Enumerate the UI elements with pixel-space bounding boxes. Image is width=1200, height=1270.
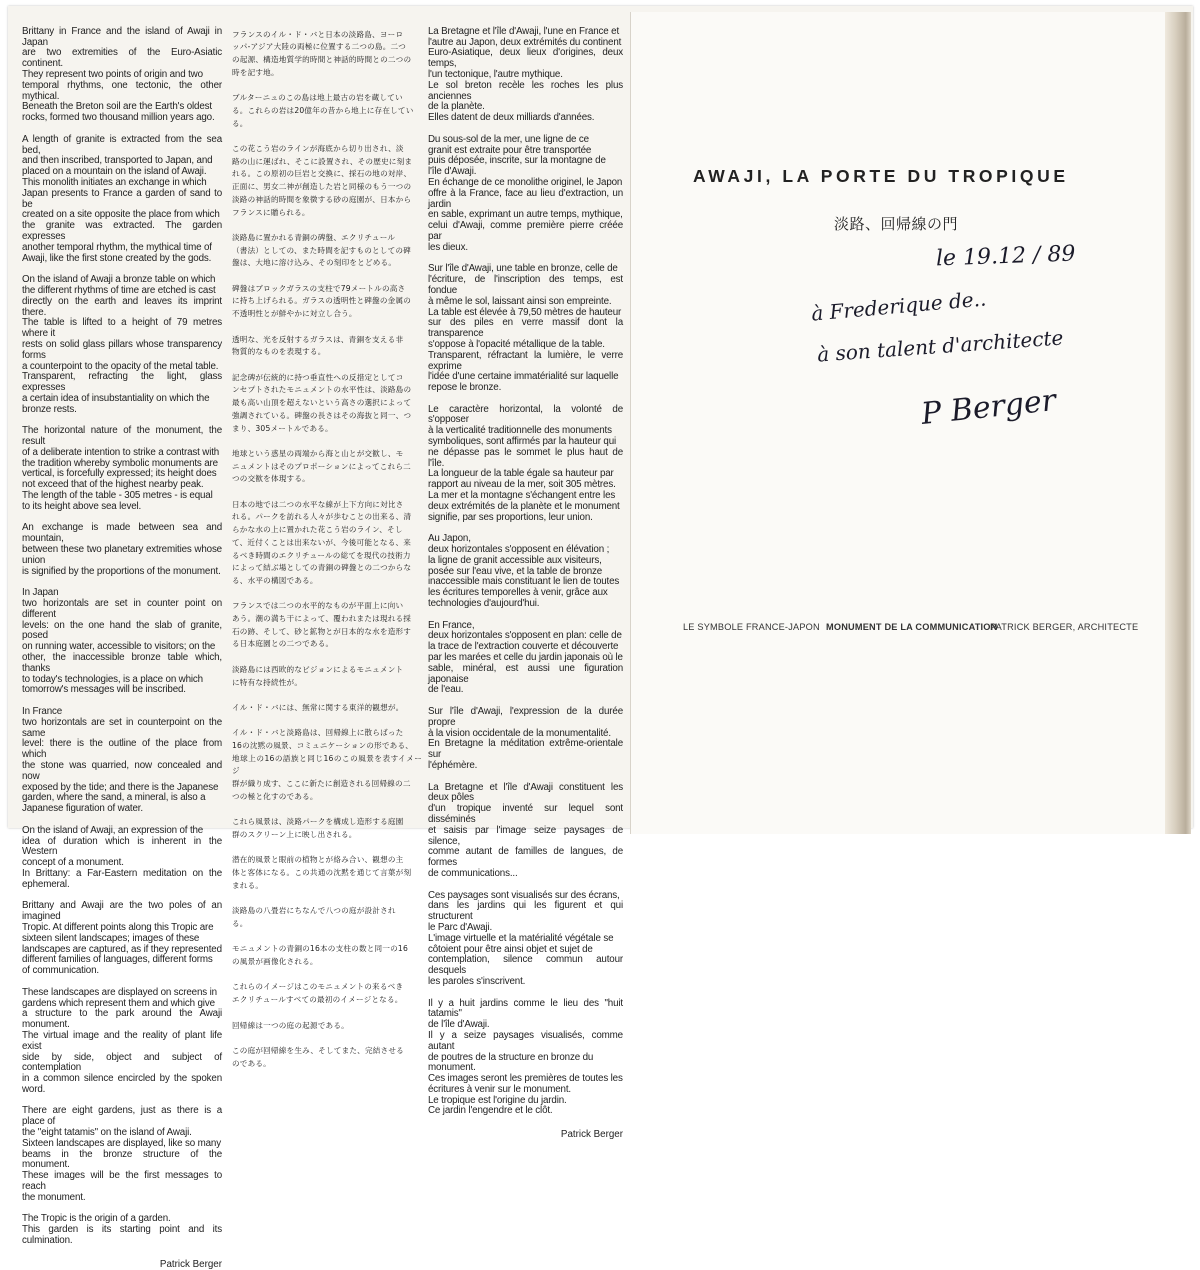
english-paragraph: A length of granite is extracted from the sea bed, and then inscribed, transported to Japan, and placed on a mountain on the island of Awaji. This monolith initiates an exchange in which Japan presents to France a garden of sand to be created on a site opposite the place from which the granite was extracted. The garden expresses another temporal rhythm, the mythical time of Awaji, like the first stone created by the gods. — [22, 133, 222, 264]
japanese-paragraph: これらのイメージはこのモニュメントの来るべき エクリチュールすべての最初のイメージとなる。 — [232, 982, 404, 1005]
cover-subtitle: 淡路、回帰線の門 — [834, 215, 959, 233]
cover-footer-right: PATRICK BERGER, ARCHITECTE — [990, 622, 1139, 632]
english-paragraph: In Japan two horizontals are set in counter point on different levels: on the one hand the slab of granite, posed on running water, accessible to visitors; on the other, the inaccessible bronze table which, thanks to today's technologies, is a place on which tomorrow's messages will be inscribed. — [22, 587, 222, 696]
english-paragraph: On the island of Awaji, an expression of the idea of duration which is inherent in the Western concept of a monument. In Brittany: a Far-Eastern meditation on the ephemeral. — [22, 824, 222, 890]
french-paragraph: La Bretagne et l'île d'Awaji constituent les deux pôles d'un tropique inventé sur lequel sont disséminés et saisis par l'image seize paysages de silence, comme autant de familles de langues, de formes de communications... — [428, 781, 623, 879]
japanese-paragraph: 淡路島に置かれる青銅の碑盤、エクリチュール （書法）としての、また時間を記すものとしての碑 盤は、大地に溶け込み、その刻印をとどめる。 — [232, 232, 411, 268]
french-paragraph: Sur l'île d'Awaji, l'expression de la durée propre à la vision occidentale de la monumentalité. En Bretagne la méditation extrême-orientale sur l'éphémère. — [428, 706, 623, 771]
french-paragraph: En France, deux horizontales s'opposent en plan: celle de la trace de l'extraction couverte et découverte par les marées et celle du jardin japonais où le sable, minéral, est aussi une figuration japonaise de l'eau. — [428, 619, 623, 696]
japanese-paragraph: この花こう岩のラインが海底から切り出され、淡 路の山に運ばれ、そこに設置され、その歴史に刻ま れる。この原初の巨岩と交換に、採石の地の対岸、 正面に、男女二神が創造した岩と同様のもう一つの 淡路の神話的時間を象徴する砂の庭園が、日本から フランスに贈られる。 — [232, 144, 413, 217]
japanese-paragraph: 地球という惑星の両端から海と山とが交歓し、モ ニュメントはそのプロポーションによってこれら二 つの交歓を体現する。 — [232, 448, 411, 484]
handwritten-signature: P Berger — [919, 383, 1058, 432]
french-paragraph: Sur l'île d'Awaji, une table en bronze, celle de l'écriture, de l'inscription des temps, est fondue à même le sol, laissant ainsi son empreinte. La table est élevée à 79,50 mètres de hauteur sur des piles en verre massif dont la transparence s'oppose à l'opacité métallique de la table. Transparent, réfractant la lumière, le verre exprime l'idée d'une certaine immatérialité sur laquelle repose le bronze. — [428, 263, 623, 394]
japanese-paragraph: 回帰線は一つの庭の起源である。 — [232, 1020, 349, 1030]
book-spine-edge — [1165, 12, 1191, 834]
japanese-paragraph: フランスでは二つの水平的なものが平面上に向い あう。潮の満ち干によって、覆われまたは現れる採 石の跡、そして、砂と鉱物とが日本的な水を造形す る日本庭園との二つである。 — [232, 601, 412, 649]
french-paragraph: Du sous-sol de la mer, une ligne de ce granit est extraite pour être transportée puis déposée, inscrite, sur la montagne de l'île d'Awaji. En échange de ce monolithe originel, le Japon offre à la France, face au lieu d'extraction, un jardin en sable, exprimant un autre temps, mythique, celui d'Awaji, comme première pierre créée par les dieux. — [428, 133, 623, 253]
scanned-spread — [8, 6, 1193, 1270]
french-paragraph: Ces paysages sont visualisés sur des écrans, dans les jardins qui les figurent et qui structurent le Parc d'Awaji. L'image virtuelle et la matérialité végétale se côtoient pour être ainsi objet et sujet de contemplation, silence commun autour desquels les paroles s'inscrivent. — [428, 889, 623, 987]
cover-footer-left: LE SYMBOLE FRANCE-JAPON — [683, 622, 820, 632]
french-paragraph: Il y a huit jardins comme le lieu des "huit tatamis" de l'île d'Awaji. Il y a seize paysages visualisés, comme autant de poutres de la structure en bronze du monument. Ces images seront les premières de toutes les écritures à venir sur le monument. Le tropique est l'origine du jardin. Ce jardin l'engendre et le clôt. — [428, 997, 623, 1117]
japanese-paragraph: これら風景は、淡路パークを構成し造形する庭園 群のスクリーン上に映し出される。 — [232, 817, 404, 839]
handwritten-dedication-line1: à Frederique de.. — [810, 286, 988, 326]
english-paragraph: On the island of Awaji a bronze table on which the different rhythms of time are etched is cast directly on the earth and leaves its imprint there. The table is lifted to a height of 79 metres where it rests on solid glass pillars whose transparency forms a counterpoint to the opacity of the metal table. Transparent, refracting the light, glass expresses a certain idea of insubstantiality on which the bronze rests. — [22, 274, 222, 415]
english-column — [22, 16, 222, 1270]
french-paragraph: Au Japon, deux horizontales s'opposent en élévation ; la ligne de granit accessible aux visiteurs, posée sur l'eau vive, et la table de bronze inaccessible mais constituant le lien de toutes les écritures temporelles à venir, grâce aux technologies d'aujourd'hui. — [428, 533, 620, 610]
french-paragraph: Le caractère horizontal, la volonté de s'opposer à la verticalité traditionnelle des monuments symboliques, sont affirmés par la hauteur qui ne dépasse pas le sommet le plus haut de l'île. La longueur de la table égale sa hauteur par rapport au niveau de la mer, soit 305 mètres. La mer et la montagne s'échangent entre les deux extrémités de la planète et le monument signifie, par ses proportions, leur union. — [428, 403, 623, 523]
japanese-paragraph: モニュメントの青銅の16本の支柱の数と同一の16 の風景が画像化される。 — [232, 944, 408, 967]
english-paragraph: The horizontal nature of the monument, the result of a deliberate intention to strike a contrast with the tradition whereby symbolic monuments are vertical, is forcefully expressed; its height does not exceed that of the highest nearby peak. The length of the table - 305 metres - is equal to its height above sea level. — [22, 425, 222, 512]
english-text — [22, 16, 222, 1258]
english-paragraph: In France two horizontals are set in counterpoint on the same level: there is the outline of the place from which the stone was quarried, now concealed and now exposed by the tide; and there is the Japanese garden, where the sand, a mineral, is also a Japanese figuration of water. — [22, 706, 222, 815]
japanese-paragraph: ブルターニュのこの島は地上最古の岩を蔵してい る。これらの岩は20億年の昔から地上に存在してい る。 — [232, 93, 414, 128]
japanese-paragraph: イル・ド・バには、無常に関する東洋的観想が。 — [232, 702, 404, 712]
english-paragraph: The Tropic is the origin of a garden. This garden is its starting point and its culmination. — [22, 1213, 222, 1247]
cover-title: AWAJI, LA PORTE DU TROPIQUE — [693, 166, 1069, 186]
japanese-paragraph: 潜在的風景と眼前の植物とが絡み合い、観想の主 体と客体になる。この共通の沈黙を通じて言葉が刻 まれる。 — [232, 855, 412, 890]
cover-footer-center: MONUMENT DE LA COMMUNICATION — [826, 622, 998, 632]
english-paragraph: Brittany in France and the island of Awaji in Japan are two extremities of the Euro-Asiatic continent. They represent two points of origin and two temporal rhythms, one tectonic, the other mythical. Beneath the Breton soil are the Earth's oldest rocks, formed two thousand million years ago. — [22, 25, 222, 124]
japanese-column — [232, 16, 422, 1083]
japanese-paragraph: イル・ド・バと淡路島は、回帰線上に散らばった 16の沈黙の風景、コミュニケーションの形である、 地球上の16の語族と同じ16のこの風景を表すイメージ 群が織り成す、ここに新たに創造される回帰線の二 つの極と化すのである。 — [232, 728, 422, 801]
japanese-paragraph: 碑盤はブロックガラスの支柱で79メートルの高さ に持ち上げられる。ガラスの透明性と碑盤の金属の 不透明性とが鮮やかに対立し合う。 — [232, 283, 412, 319]
japanese-paragraph: 淡路島の八畳岩にちなんで八つの庭が設計され る。 — [232, 906, 396, 928]
handwritten-date: le 19.12 / 89 — [935, 241, 1076, 272]
japanese-paragraph: 日本の地では二つの水平な線が上下方向に対比さ れる。パークを訪れる人々が歩むことの出来る、清 らかな水の上に置かれた花こう岩のライン、そし て、近付くことは出来ないが、今後可能となる、来 るべき時間のエクリチュールの総てを現代の技術力 によって結ぶ場としての青銅の碑盤との二つからな る、水平の構図である。 — [232, 499, 412, 585]
english-signature: Patrick Berger — [159, 1258, 222, 1270]
french-text — [428, 16, 623, 1128]
japanese-text — [232, 16, 422, 1083]
japanese-paragraph: 淡路島には西欧的なビジョンによるモニュメント に特有な持続性が。 — [232, 664, 404, 687]
french-column — [428, 16, 623, 1140]
french-paragraph: La Bretagne et l'île d'Awaji, l'une en France et l'autre au Japon, deux extrémités du continent Euro-Asiatique, deux lieux d'origines, deux temps, l'un tectonique, l'autre mythique. Le sol breton recèle les roches les plus anciennes de la planète. Elles datent de deux milliards d'années. — [428, 25, 623, 124]
japanese-paragraph: この庭が回帰線を生み、そしてまた、完結させる のである。 — [232, 1045, 404, 1068]
cover-page — [630, 12, 1191, 834]
japanese-paragraph: フランスのイル・ド・バと日本の淡路島、ヨーロ ッパ-アジア大陸の両極に位置する二つの島。二つ の起源、構造地質学的時間と神話的時間との二つの 時を記す地。 — [232, 29, 412, 77]
japanese-paragraph: 記念碑が伝統的に持つ垂直性への反措定としてコ ンセプトされたモニュメントの水平性は、淡路島の 最も高い山頂を超えないという高さの選択によって 強調されている。碑盤の長さはその海抜と同一、つ まり、305メートルである。 — [232, 372, 412, 433]
japanese-paragraph: 透明な、光を反射するガラスは、青銅を支える非 物質的なものを表現する。 — [232, 334, 404, 357]
french-signature: Patrick Berger — [560, 1129, 623, 1141]
handwritten-dedication-line2: à son talent d'architecte — [816, 325, 1065, 367]
english-paragraph: There are eight gardens, just as there is a place of the "eight tatamis" on the island of Awaji. Sixteen landscapes are displayed, like so many beams in the bronze structure of the monument. These images will be the first messages to reach the monument. — [22, 1105, 222, 1203]
english-paragraph: Brittany and Awaji are the two poles of an imagined Tropic. At different points along this Tropic are sixteen silent landscapes; images of these landscapes are captured, as if they represented different families of languages, different forms of communication. — [22, 900, 222, 977]
english-paragraph: An exchange is made between sea and mountain, between these two planetary extremities whose union is signified by the proportions of the monument. — [22, 522, 222, 577]
english-paragraph: These landscapes are displayed on screens in gardens which represent them and which give a structure to the park around the Awaji monument. The virtual image and the reality of plant life exist side by side, object and subject of contemplation in a common silence encircled by the spoken word. — [22, 986, 222, 1095]
